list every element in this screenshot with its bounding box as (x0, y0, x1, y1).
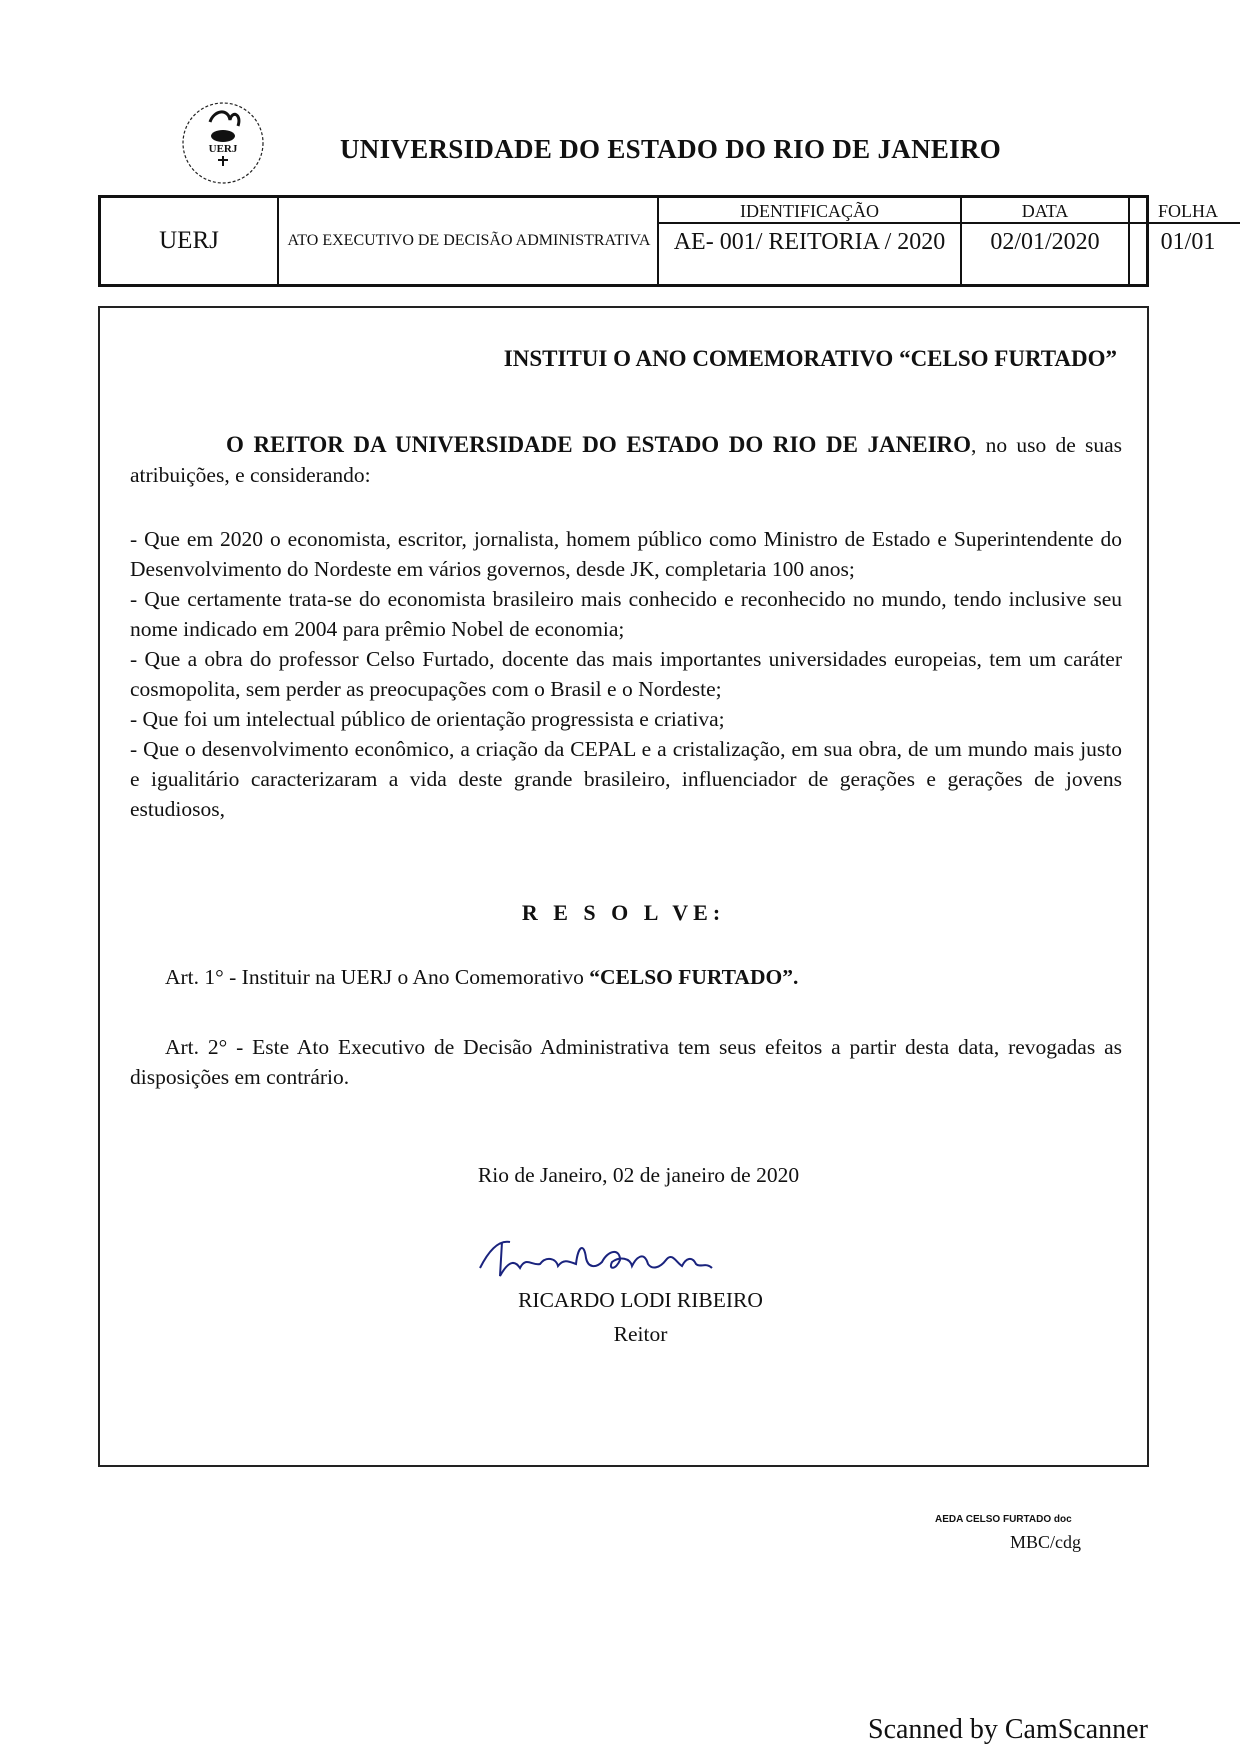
article-1-bold: “CELSO FURTADO”. (589, 965, 799, 989)
article-1-text: Art. 1° - Instituir na UERJ o Ano Comemorativo (165, 965, 590, 989)
identification-value: AE- 001/ REITORIA / 2020 (673, 229, 946, 255)
identification-label: IDENTIFICAÇÃO (659, 198, 960, 224)
file-reference: AEDA CELSO FURTADO doc (935, 1514, 1072, 1525)
intro-paragraph (130, 430, 1122, 490)
document-subtitle: INSTITUI O ANO COMEMORATIVO “CELSO FURTADO” (503, 346, 1117, 371)
date-value: 02/01/2020 (990, 229, 1100, 255)
consideration-item: - Que certamente trata-se do economista brasileiro mais conhecido e reconhecido no mundo, tendo inclusive seu nome indicado em 2004 para prêmio Nobel de economia; (130, 587, 1122, 641)
consideration-item: - Que em 2020 o economista, escritor, jornalista, homem público como Ministro de Estado e Superintendente do Desenvolvimento do Nordeste em vários governos, desde JK, completaria 100 anos; (130, 527, 1122, 581)
date-label: DATA (962, 198, 1128, 224)
initials: MBC/cdg (1010, 1532, 1082, 1552)
scanner-watermark: Scanned by CamScanner (868, 1714, 1148, 1745)
sheet-value: 01/01 (1160, 229, 1216, 255)
svg-text:UERJ: UERJ (208, 143, 238, 155)
consideration-item: - Que o desenvolvimento econômico, a criação da CEPAL e a cristalização, em sua obra, de um mundo mais justo e igualitário caracterizaram a vida deste grande brasileiro, influenciador de gerações e gerações de jovens estudiosos, (130, 737, 1122, 821)
handwritten-signature (460, 1228, 760, 1288)
signer-role: Reitor (613, 1322, 668, 1346)
date-cell (960, 198, 1128, 284)
resolve-heading: R E S O L VE: (521, 900, 726, 925)
article-2: Art. 2° - Este Ato Executivo de Decisão Administrativa tem seus efeitos a partir desta data, revogadas as disposições em contrário. (130, 1035, 1122, 1089)
considerations-list (130, 524, 1122, 824)
article-1 (130, 962, 1122, 992)
place-date: Rio de Janeiro, 02 de janeiro de 2020 (477, 1163, 800, 1187)
document-body-frame (98, 306, 1149, 1467)
sheet-label: FOLHA (1130, 198, 1240, 224)
institution-cell: UERJ (159, 227, 219, 254)
intro-rest: , no uso de suas atribuições, e considerando: (130, 433, 1123, 487)
signer-name: RICARDO LODI RIBEIRO (518, 1288, 763, 1312)
identification-cell (657, 198, 960, 284)
uerj-seal-logo (180, 100, 266, 186)
consideration-item: - Que a obra do professor Celso Furtado, docente das mais importantes universidades europeias, tem um caráter cosmopolita, sem perder as preocupações com o Brasil e o Nordeste; (130, 647, 1122, 701)
university-title: UNIVERSIDADE DO ESTADO DO RIO DE JANEIRO (340, 134, 1002, 164)
sheet-cell (1128, 198, 1240, 284)
intro-bold: O REITOR DA UNIVERSIDADE DO ESTADO DO RIO DE JANEIRO (226, 432, 972, 457)
act-type-cell: ATO EXECUTIVO DE DECISÃO ADMINISTRATIVA (277, 198, 659, 284)
document-header-table (98, 195, 1218, 287)
consideration-item: - Que foi um intelectual público de orientação progressista e criativa; (130, 707, 725, 731)
